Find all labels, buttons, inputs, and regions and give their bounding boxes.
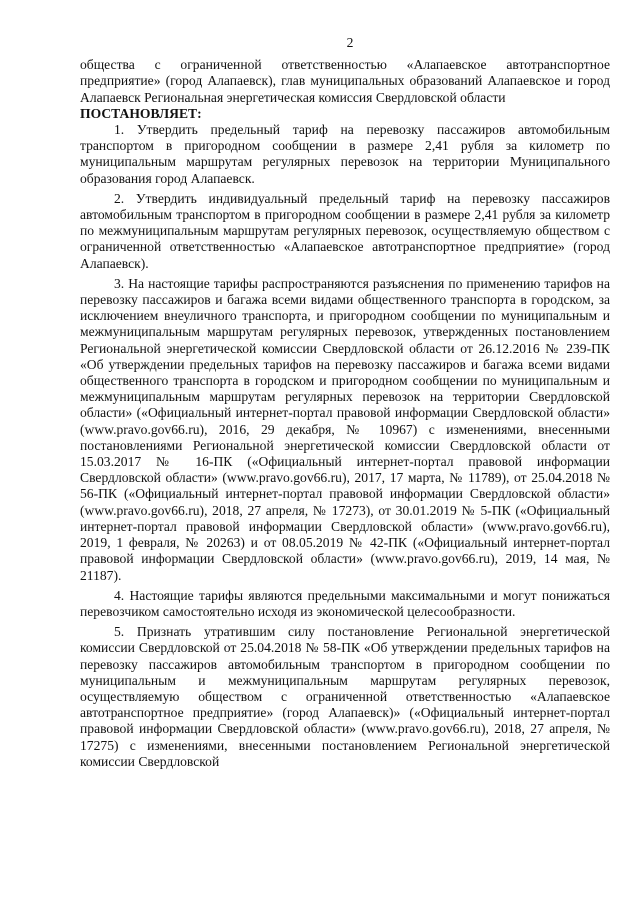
clause-2: 2. Утвердить индивидуальный предельный тариф на перевозку пассажиров автомобильным транспортом в пригородном сообщении в размере 2,41 рубля за километр по межмуниципальным маршрутам регулярных перевозок, осуществляемую обществом с ограниченной ответственностью «Алапаевское автотранспортное предприятие» (город Алапаевск). [80,190,610,271]
page-number: 2 [346,35,354,50]
clause-4: 4. Настоящие тарифы являются предельными максимальными и могут понижаться перевозчиком самостоятельно исходя из экономической целесообразности. [80,587,610,619]
resolution-heading: ПОСТАНОВЛЯЕТ: [80,105,202,121]
intro-paragraph: общества с ограниченной ответственностью «Алапаевское автотранспортное предприятие» (город Алапаевск), глав муниципальных образований Алапаевское и город Алапаевск Региональная энергетическая комиссия Свердловской области [80,57,610,105]
clause-5: 5. Признать утратившим силу постановление Региональной энергетической комиссии Свердловской от 25.04.2018 № 58-ПК «Об утверждении предельных тарифов на перевозку пассажиров автомобильным транспортом в пригородном сообщении по муниципальным и межмуниципальным маршрутам регулярных перевозок, осуществляемую обществом с ограниченной ответственностью «Алапаевское автотранспортное предприятие» (город Алапаевск)» («Официальный интернет-портал правовой информации Свердловской области» (www.pravo.gov66.ru), 2018, 27 апреля, № 17275) с изменениями, внесенными постановлением Региональной энергетической комиссии Свердловской [80,624,610,769]
clause-1: 1. Утвердить предельный тариф на перевозку пассажиров автомобильным транспортом в пригородном сообщении в размере 2,41 рубля за километр по муниципальным маршрутам регулярных перевозок на территории Муниципального образования город Алапаевск. [80,122,610,186]
clause-3: 3. На настоящие тарифы распространяются разъяснения по применению тарифов на перевозку пассажиров и багажа всеми видами общественного транспорта в городском, за исключением внеуличного транспорта, и пригородном сообщении по муниципальным и межмуниципальным маршрутам регулярных перевозок, утвержденных постановлением Региональной энергетической комиссии Свердловской области от 26.12.2016 № 239-ПК «Об утверждении предельных тарифов на перевозку пассажиров и багажа всеми видами общественного транспорта в городском и пригородном сообщении по муниципальным и межмуниципальным маршрутам регулярных перевозок на территории Свердловской области» («Официальный интернет-портал правовой информации Свердловской области» (www.pravo.gov66.ru), 2016, 29 декабря, № 10967) с изменениями, внесенными постановлениями Региональной энергетической комиссии Свердловской области от 15.03.2017 № 16-ПК («Официальный интернет-портал правовой информации Свердловской области» (www.pravo.gov66.ru), 2017, 17 марта, № 11789), от 25.04.2018 № 56-ПК («Официальный интернет-портал правовой информации Свердловской области» (www.pravo.gov66.ru), 2018, 27 апреля, № 17273), от 30.01.2019 № 5-ПК («Официальный интернет-портал правовой информации Свердловской области» (www.pravo.gov66.ru), 2019, 1 февраля, № 20263) и от 08.05.2019 № 42-ПК («Официальный интернет-портал правовой информации Свердловской области» (www.pravo.gov66.ru), 2019, 14 мая, № 21187). [80,275,610,583]
